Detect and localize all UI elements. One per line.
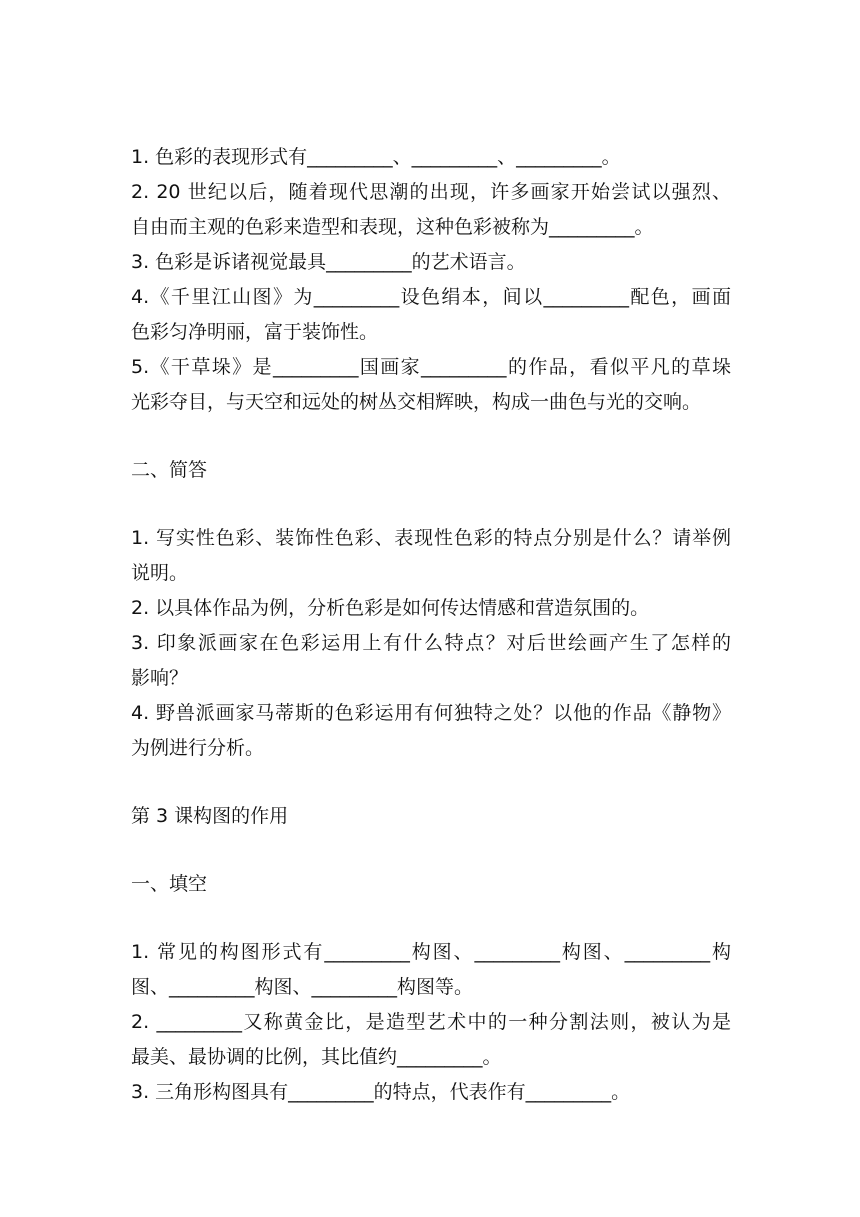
short-question-4-line-1: 4. 野兽派画家马蒂斯的色彩运用有何独特之处？以他的作品《静物》 — [131, 702, 731, 724]
spacer — [131, 488, 731, 521]
short-question-2: 2. 以具体作品为例，分析色彩是如何传达情感和营造氛围的。 — [131, 597, 650, 619]
fill-question-5-line-2: 光彩夺目，与天空和远处的树丛交相辉映，构成一曲色与光的交响。 — [131, 391, 702, 413]
fill-question-1: 1. 色彩的表现形式有_________、_________、_________。 — [131, 146, 621, 168]
lesson3-question-2-line-2: 最美、最协调的比例，其比值约_________。 — [131, 1046, 502, 1068]
section-heading-short-answer: 二、简答 — [131, 459, 208, 481]
spacer — [131, 834, 731, 867]
spacer — [131, 420, 731, 453]
fill-question-4-line-1: 4.《千里江山图》为_________设色绢本，间以_________配色，画面 — [131, 286, 731, 308]
short-question-4-line-2: 为例进行分析。 — [131, 737, 265, 759]
fill-question-3: 3. 色彩是诉诸视觉最具_________的艺术语言。 — [131, 251, 526, 273]
lesson3-question-1-line-1: 1. 常见的构图形式有_________构图、_________构图、_________构 — [131, 941, 731, 963]
document-page — [131, 140, 731, 1110]
short-question-3-line-2: 影响？ — [131, 667, 189, 689]
fill-question-5-line-1: 5.《干草垛》是_________国画家_________的作品，看似平凡的草垛 — [131, 356, 731, 378]
lesson3-question-2-line-1: 2. _________又称黄金比，是造型艺术中的一种分割法则，被认为是 — [131, 1011, 731, 1033]
lesson-title: 第 3 课构图的作用 — [131, 805, 289, 827]
lesson3-question-3: 3. 三角形构图具有_________的特点，代表作有_________。 — [131, 1081, 631, 1103]
fill-question-2-line-2: 自由而主观的色彩来造型和表现，这种色彩被称为_________。 — [131, 216, 654, 238]
fill-question-4-line-2: 色彩匀净明丽，富于装饰性。 — [131, 321, 379, 343]
spacer — [131, 766, 731, 799]
fill-question-2-line-1: 2. 20 世纪以后，随着现代思潮的出现，许多画家开始尝试以强烈、 — [131, 181, 731, 203]
short-question-1-line-2: 说明。 — [131, 562, 189, 584]
section-heading-fill-in: 一、填空 — [131, 873, 208, 895]
lesson3-question-1-line-2: 图、_________构图、_________构图等。 — [131, 976, 474, 998]
short-question-3-line-1: 3. 印象派画家在色彩运用上有什么特点？对后世绘画产生了怎样的 — [131, 632, 731, 654]
spacer — [131, 902, 731, 935]
short-question-1-line-1: 1. 写实性色彩、装饰性色彩、表现性色彩的特点分别是什么？请举例 — [131, 527, 731, 549]
